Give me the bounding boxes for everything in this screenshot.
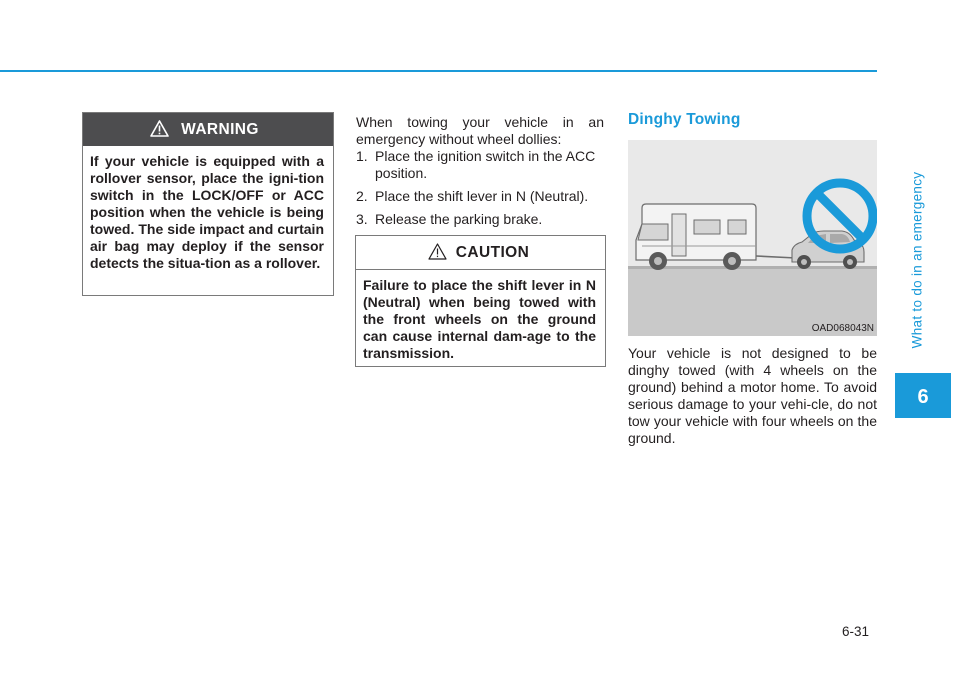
chapter-tab: 6 xyxy=(895,373,951,418)
dinghy-text: Your vehicle is not designed to be dinghy towed (with 4 wheels on the ground) behind a motor home. To avoid serious damage to your vehi-cle, do not tow your vehicle with four wheels on the ground. xyxy=(628,345,877,446)
caution-label: CAUTION xyxy=(455,244,530,261)
figure-code: OAD068043N xyxy=(811,323,874,334)
step-text: Release the parking brake. xyxy=(375,211,543,227)
step-text: Place the shift lever in N (Neutral). xyxy=(375,188,589,204)
caution-text: Failure to place the shift lever in N (Neutral) when being towed with the front wheels on the ground can cause internal dam-age to the transmission. xyxy=(363,277,596,361)
towing-intro: When towing your vehicle in an emergency without wheel dollies: xyxy=(356,114,604,147)
warning-header xyxy=(83,113,333,146)
motorhome-towing-car-drawing xyxy=(628,140,877,336)
caution-box xyxy=(355,235,606,367)
towing-steps xyxy=(356,148,604,234)
towing-illustration xyxy=(628,140,877,336)
step-text: Place the ignition switch in the ACC position. xyxy=(375,148,596,181)
list-item xyxy=(356,188,604,205)
list-item xyxy=(356,211,604,228)
step-number: 1. xyxy=(356,148,368,164)
warning-box xyxy=(82,112,334,296)
page-number: 6-31 xyxy=(842,624,870,639)
warning-label: WARNING xyxy=(181,121,259,138)
step-number: 3. xyxy=(356,211,368,227)
motorhome-shape xyxy=(636,204,756,270)
caution-header xyxy=(356,236,605,270)
list-item xyxy=(356,148,604,182)
warning-text: If your vehicle is equipped with a rollover sensor, place the igni-tion switch in the LOCK/OFF or ACC position when the vehicle is being towed. The side impact and curtain air bag may deploy if the sensor detects the situa-tion as a rollover. xyxy=(90,153,324,271)
step-number: 2. xyxy=(356,188,368,204)
dinghy-heading: Dinghy Towing xyxy=(628,111,741,128)
top-rule xyxy=(0,70,877,72)
section-title: What to do in an emergency xyxy=(909,171,925,349)
section-tab xyxy=(897,150,937,370)
